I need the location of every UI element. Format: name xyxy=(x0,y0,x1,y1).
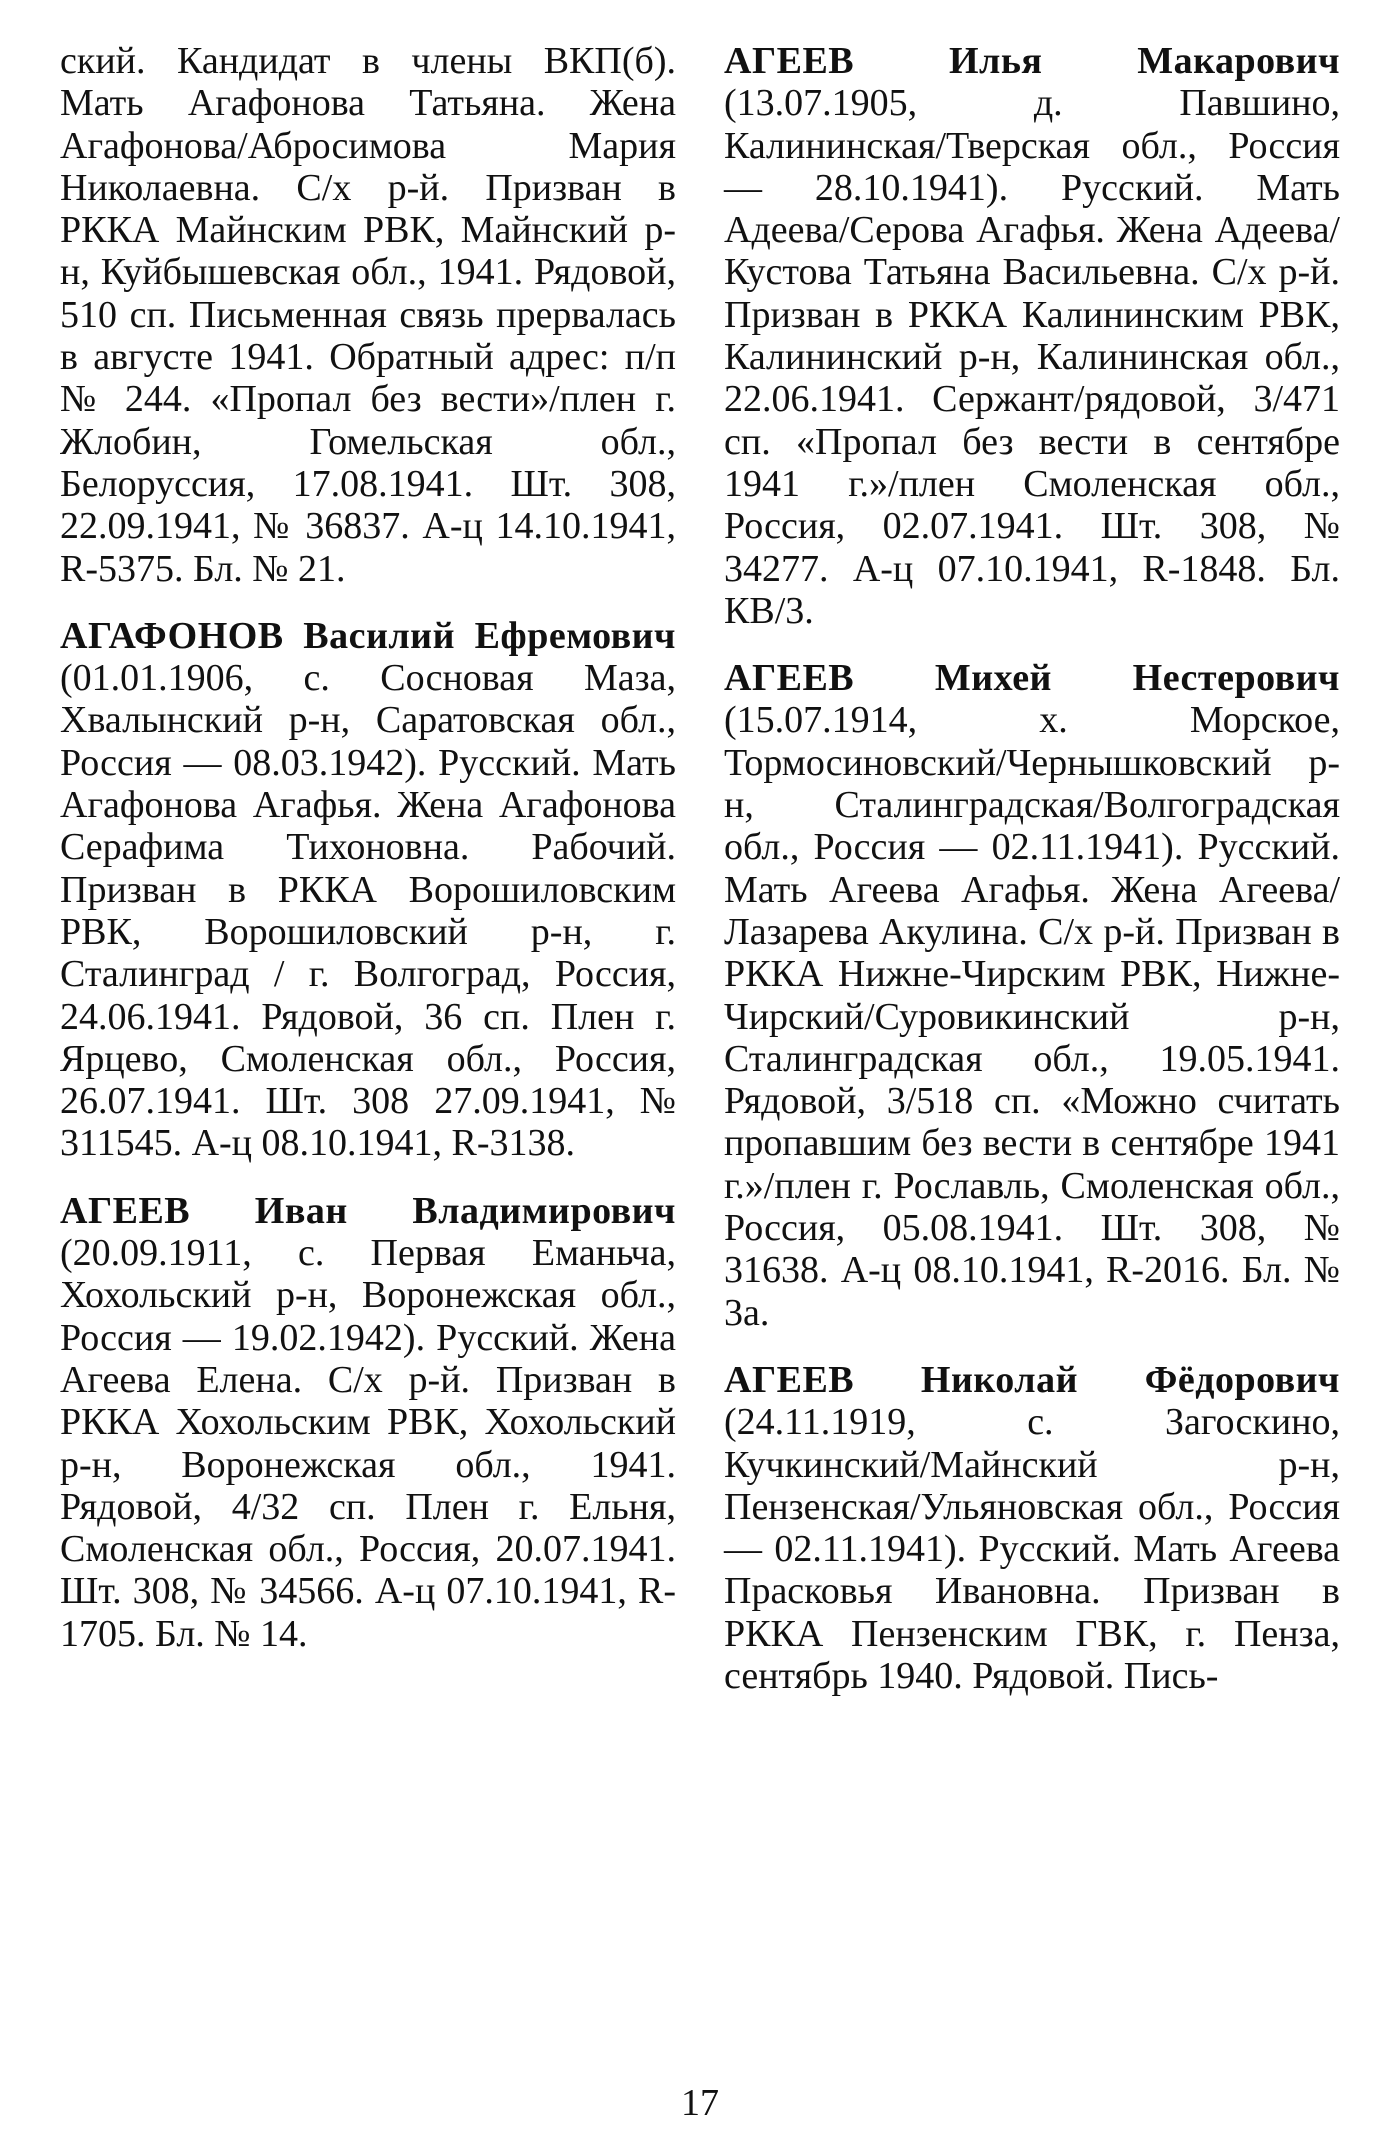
page-number: 17 xyxy=(681,2082,719,2124)
biography-entry xyxy=(60,40,676,590)
right-column xyxy=(724,40,1340,1722)
left-column xyxy=(60,40,676,1680)
entry-name: АГЕЕВ Михей Нестерович xyxy=(724,657,1340,700)
entry-name: АГЕЕВ Иван Владимирович xyxy=(60,1189,676,1232)
entry-name: АГЕЕВ Николай Фёдорович xyxy=(724,1358,1340,1401)
entry-text: (15.07.1914, х. Морское, Тормосиновский/Чернышковский р-н, Сталинградская/Волгоградская обл., Россия — 02.11.1941). Русский. Мать Агеева Агафья. Жена Агеева/Лазарева Акулина. С/х р-й. Призван в РККА Нижне-Чирским РВК, Нижне-Чирский/Суровикинский р-н, Сталинградская обл., 19.05.1941. Рядовой, 3/518 сп. «Можно считать пропавшим без вести в сентябре 1941 г.»/плен г. Рославль, Смоленская обл., Россия, 05.08.1941. Шт. 308, № 31638. А-ц 08.10.1941, R-2016. Бл. № 3а. xyxy=(724,699,1340,1334)
entry-text: (24.11.1919, с. Загоскино, Кучкинский/Майнский р-н, Пензенская/Ульяновская обл., Россия — 02.11.1941). Русский. Мать Агеева Прасковья Ивановна. Призван в РККА Пензенским ГВК, г. Пенза, сентябрь 1940. Рядовой. Пись- xyxy=(724,1401,1340,1697)
entry-text: (13.07.1905, д. Павшино, Калининская/Тверская обл., Россия — 28.10.1941). Русский. Мать Адеева/Серова Агафья. Жена Адеева/Кустова Татьяна Васильевна. С/х р-й. Призван в РККА Калининским РВК, Калининский р-н, Калининская обл., 22.06.1941. Сержант/рядовой, 3/471 сп. «Пропал без вести в сентябре 1941 г.»/плен Смоленская обл., Россия, 02.07.1941. Шт. 308, № 34277. А-ц 07.10.1941, R-1848. Бл. КВ/3. xyxy=(724,82,1340,632)
biography-entry xyxy=(724,657,1340,1334)
entry-text: (01.01.1906, с. Сосновая Маза, Хвалынский р-н, Саратовская обл., Россия — 08.03.1942). Русский. Мать Агафонова Агафья. Жена Агафонова Серафима Тихоновна. Рабочий. Призван в РККА Ворошиловским РВК, Ворошиловский р-н, г. Сталинград / г. Волгоград, Россия, 24.06.1941. Рядовой, 36 сп. Плен г. Ярцево, Смоленская обл., Россия, 26.07.1941. Шт. 308 27.09.1941, № 311545. А-ц 08.10.1941, R-3138. xyxy=(60,657,676,1165)
biography-entry xyxy=(724,40,1340,632)
biography-entry xyxy=(60,1190,676,1655)
biography-entry xyxy=(724,1359,1340,1697)
biography-entry xyxy=(60,615,676,1165)
entry-text: ский. Кандидат в члены ВКП(б). Мать Агафонова Татьяна. Жена Агафонова/Абросимова Мария Николаевна. С/х р-й. Призван в РККА Майнским РВК, Майнский р-н, Куйбышевская обл., 1941. Рядовой, 510 сп. Письменная связь прервалась в августе 1941. Обратный адрес: п/п № 244. «Пропал без вести»/плен г. Жлобин, Гомельская обл., Белоруссия, 17.08.1941. Шт. 308, 22.09.1941, № 36837. А-ц 14.10.1941, R-5375. Бл. № 21. xyxy=(60,40,676,590)
entry-text: (20.09.1911, с. Первая Еманьча, Хохольский р-н, Воронежская обл., Россия — 19.02.1942). Русский. Жена Агеева Елена. С/х р-й. Призван в РККА Хохольским РВК, Хохольский р-н, Воронежская обл., 1941. Рядовой, 4/32 сп. Плен г. Ельня, Смоленская обл., Россия, 20.07.1941. Шт. 308, № 34566. А-ц 07.10.1941, R-1705. Бл. № 14. xyxy=(60,1232,676,1655)
entry-name: АГАФОНОВ Василий Ефремович xyxy=(60,614,676,657)
entry-name: АГЕЕВ Илья Макарович xyxy=(724,40,1340,82)
book-page xyxy=(60,40,1340,2050)
